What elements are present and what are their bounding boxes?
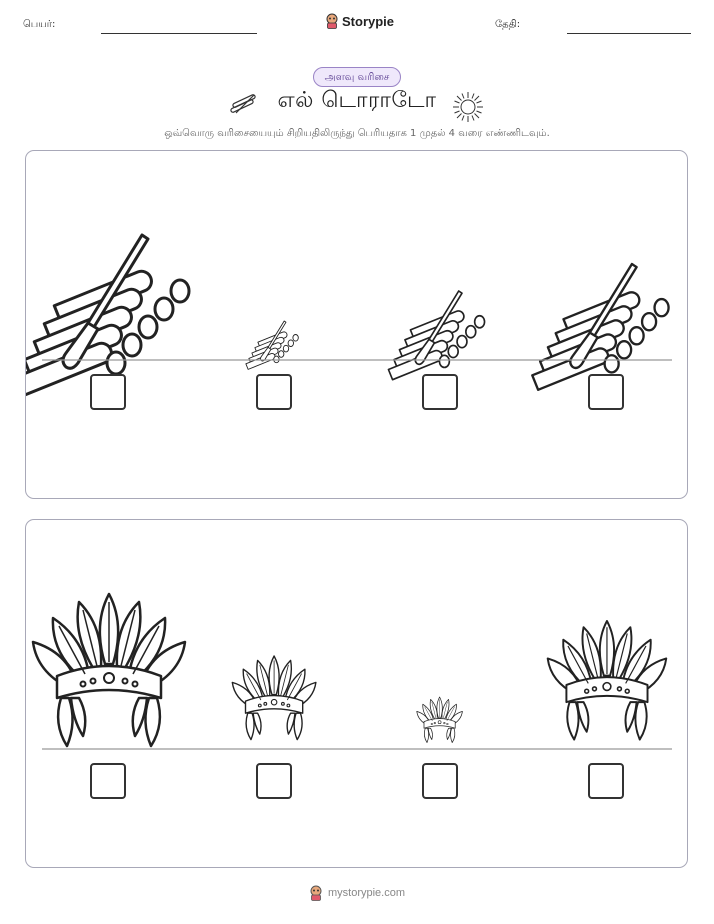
mascot-icon — [325, 13, 339, 29]
headdress-4 — [548, 621, 667, 740]
headdress-row-panel — [25, 519, 688, 868]
date-label: தேதி: — [495, 19, 521, 30]
sun-icon — [452, 91, 484, 123]
worksheet-title: எல் டொராடோ — [277, 88, 437, 113]
answer-box[interactable] — [90, 374, 126, 410]
answer-box[interactable] — [90, 763, 126, 799]
answer-box[interactable] — [422, 763, 458, 799]
instruction-text: ஒவ்வொரு வரிசையையும் சிறியதிலிருந்து பெரியதாக 1 முதல் 4 வரை எண்ணிடவும். — [164, 128, 550, 139]
mascot-icon — [309, 885, 323, 901]
footer — [0, 885, 714, 901]
headdress-3 — [417, 697, 463, 743]
name-field[interactable] — [101, 33, 257, 34]
headdress-1 — [33, 594, 185, 746]
answer-box[interactable] — [588, 374, 624, 410]
answer-box[interactable] — [588, 763, 624, 799]
brand-name: Storypie — [342, 13, 395, 29]
name-label: பெயர்: — [23, 19, 56, 30]
raft-4 — [532, 264, 668, 390]
raft-row-panel — [25, 150, 688, 499]
category-badge: அளவு வரிசை — [313, 67, 401, 87]
headdress-row-drawing — [26, 520, 689, 869]
storypie-logo — [325, 13, 394, 29]
answer-box[interactable] — [256, 763, 292, 799]
raft-3 — [388, 291, 484, 380]
footer-site[interactable]: mystorypie.com — [327, 887, 406, 899]
answer-box[interactable] — [422, 374, 458, 410]
raft-1 — [26, 235, 189, 396]
date-field[interactable] — [567, 33, 691, 34]
answer-box[interactable] — [256, 374, 292, 410]
raft-row-drawing — [26, 151, 689, 500]
raft-2 — [246, 321, 298, 369]
headdress-2 — [232, 656, 316, 740]
